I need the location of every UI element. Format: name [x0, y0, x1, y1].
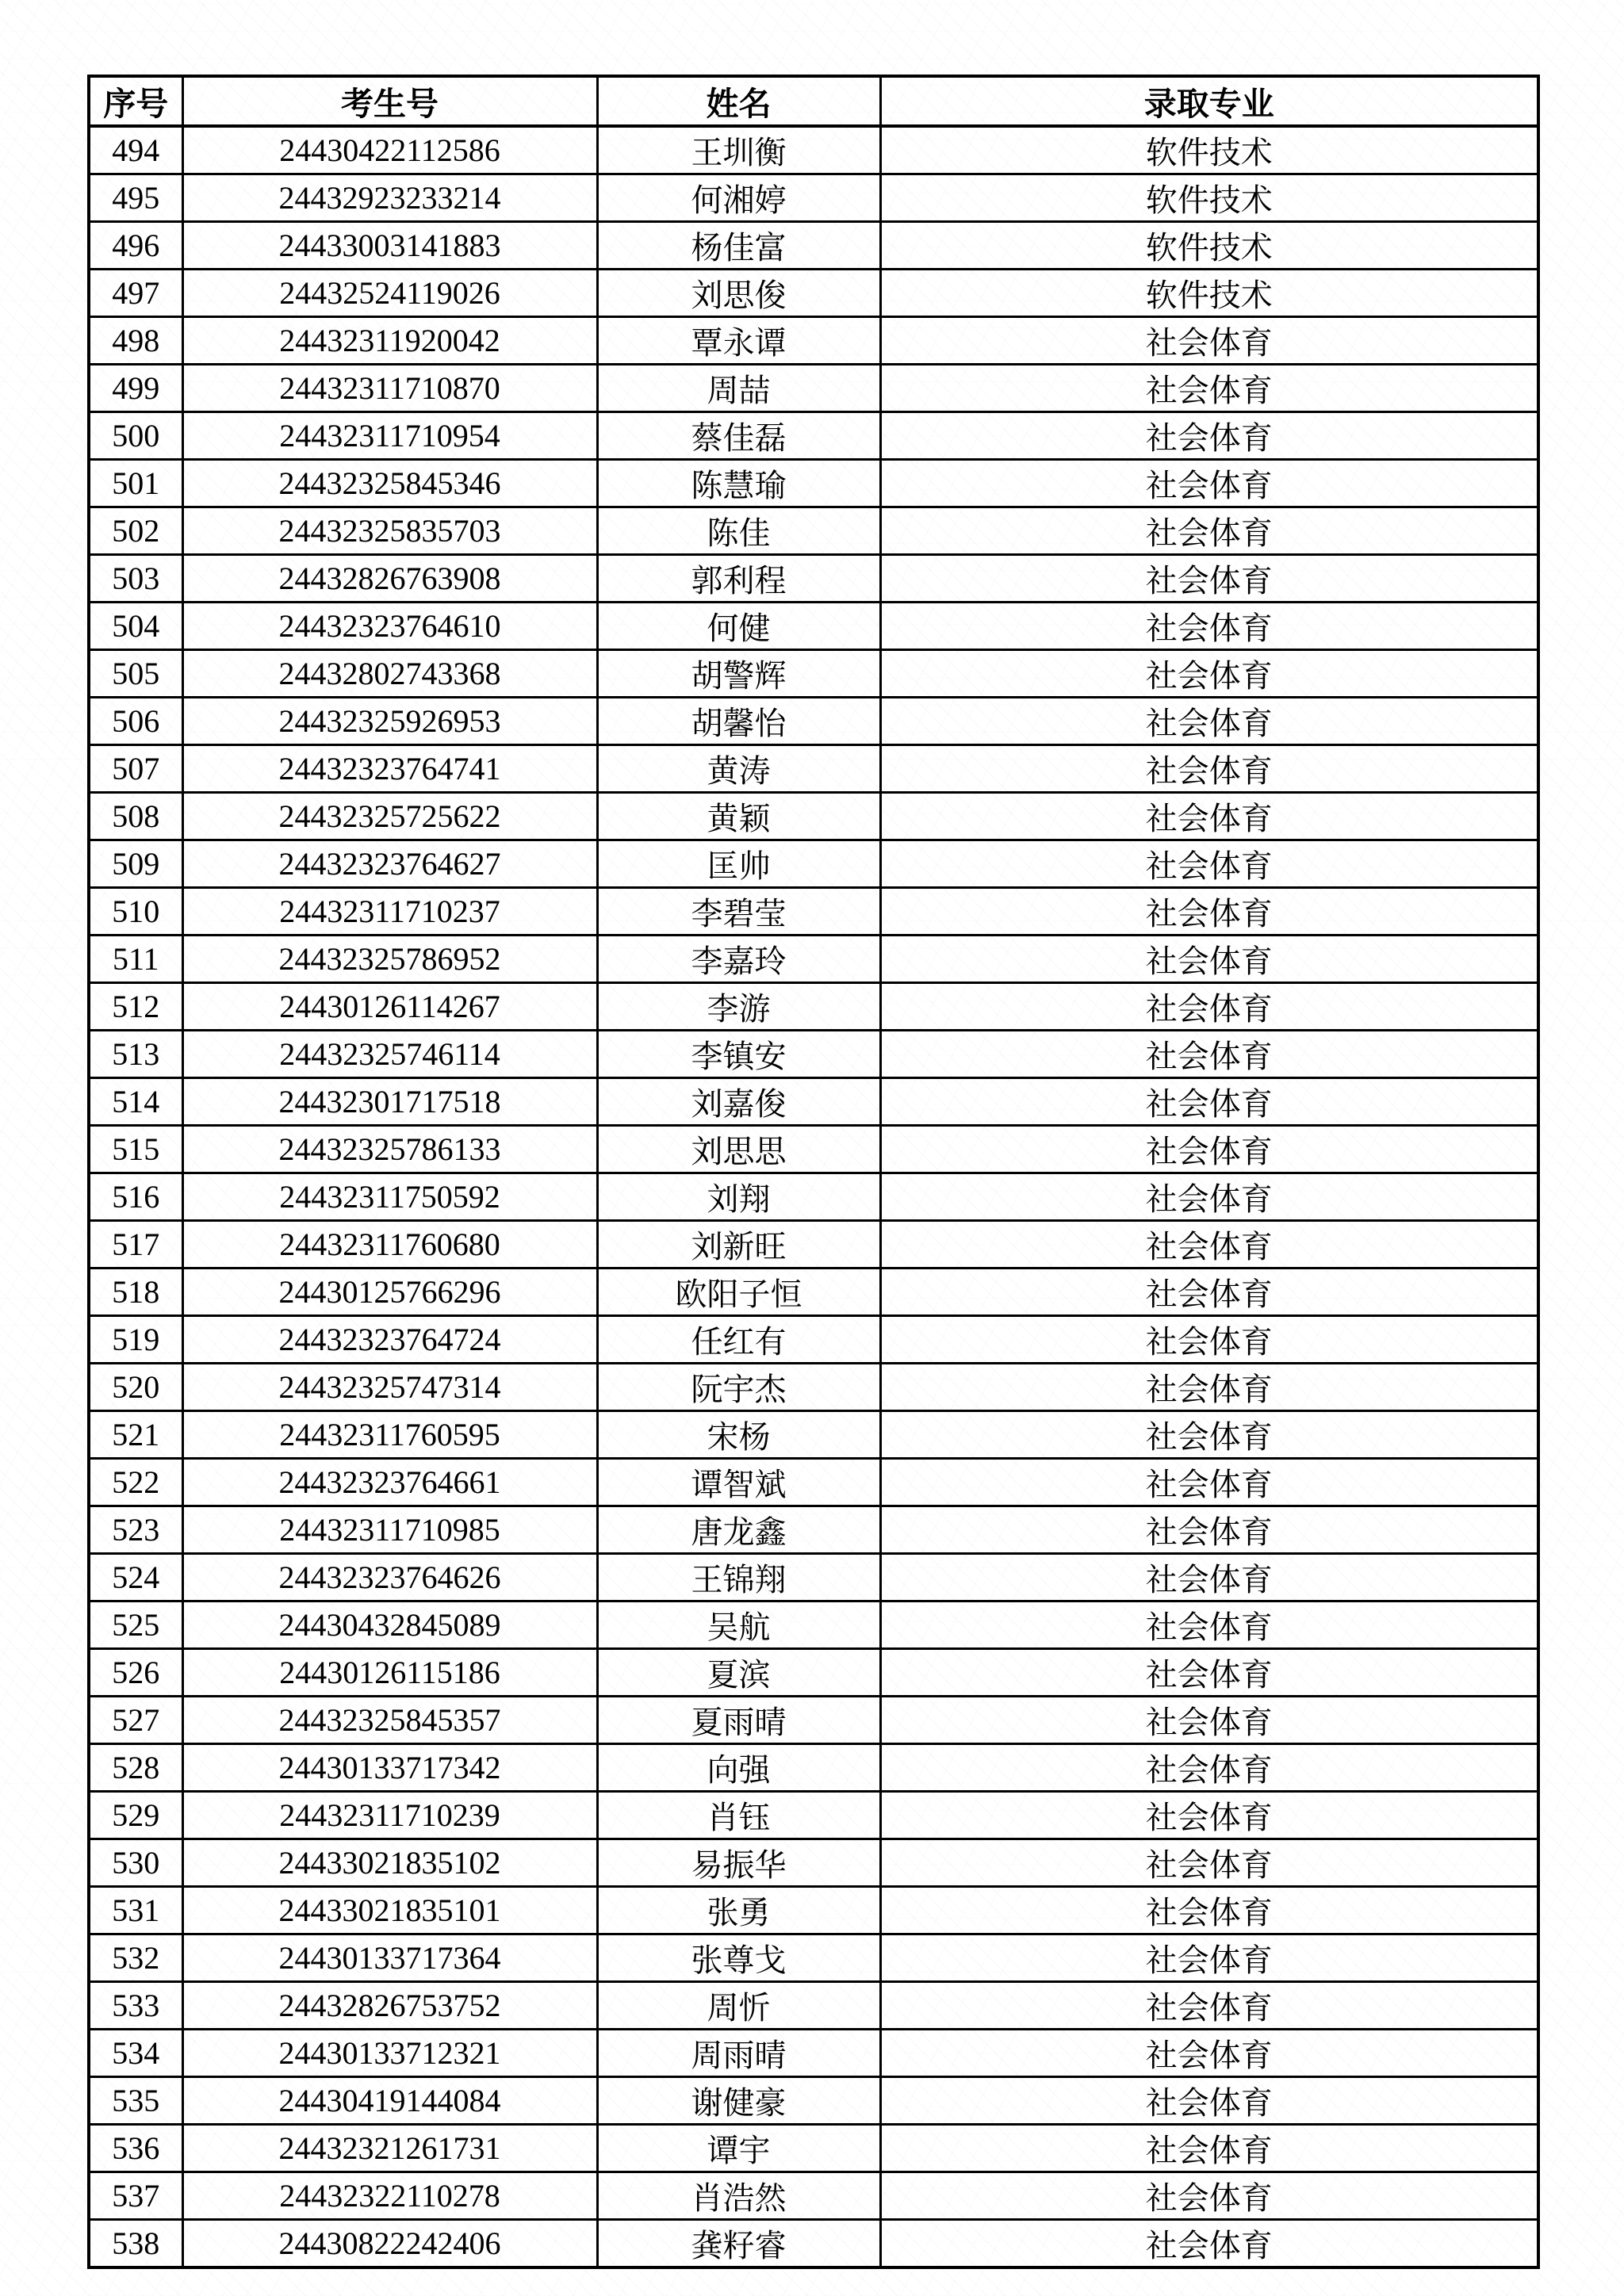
- row-major: 社会体育: [880, 793, 1538, 840]
- table-row: [89, 936, 1538, 983]
- row-name: 宋杨: [597, 1411, 880, 1459]
- table-row: [89, 2220, 1538, 2268]
- row-name: 夏雨晴: [597, 1697, 880, 1744]
- row-name: 覃永谭: [597, 317, 880, 365]
- table-row: [89, 2030, 1538, 2077]
- table-row: [89, 1934, 1538, 1982]
- row-serial: 506: [89, 698, 182, 745]
- row-name: 周忻: [597, 1982, 880, 2030]
- row-serial: 497: [89, 270, 182, 317]
- row-name: 刘新旺: [597, 1221, 880, 1269]
- table-row: [89, 1601, 1538, 1649]
- table-header-row: [89, 76, 1538, 126]
- row-name: 胡馨怡: [597, 698, 880, 745]
- row-major: 软件技术: [880, 222, 1538, 270]
- row-major: 社会体育: [880, 603, 1538, 650]
- row-name: 郭利程: [597, 555, 880, 603]
- row-major: 社会体育: [880, 1459, 1538, 1506]
- table-row: [89, 1554, 1538, 1601]
- row-exam-number: 24432826763908: [182, 555, 597, 603]
- row-name: 易振华: [597, 1839, 880, 1887]
- row-serial: 511: [89, 936, 182, 983]
- row-exam-number: 24432311760680: [182, 1221, 597, 1269]
- row-name: 王锦翔: [597, 1554, 880, 1601]
- row-exam-number: 24432311750592: [182, 1173, 597, 1221]
- row-major: 社会体育: [880, 2220, 1538, 2268]
- table-row: [89, 1649, 1538, 1697]
- row-major: 社会体育: [880, 1601, 1538, 1649]
- table-row: [89, 1744, 1538, 1792]
- row-name: 阮宇杰: [597, 1364, 880, 1411]
- row-major: 社会体育: [880, 2172, 1538, 2220]
- row-serial: 505: [89, 650, 182, 698]
- row-exam-number: 24432325845346: [182, 460, 597, 507]
- row-name: 李游: [597, 983, 880, 1031]
- row-serial: 496: [89, 222, 182, 270]
- row-exam-number: 24432311710237: [182, 888, 597, 936]
- admission-table: [87, 75, 1540, 2269]
- row-serial: 515: [89, 1126, 182, 1173]
- row-name: 李嘉玲: [597, 936, 880, 983]
- row-major: 社会体育: [880, 698, 1538, 745]
- table-row: [89, 555, 1538, 603]
- row-serial: 530: [89, 1839, 182, 1887]
- row-name: 李碧莹: [597, 888, 880, 936]
- row-serial: 512: [89, 983, 182, 1031]
- row-name: 刘思俊: [597, 270, 880, 317]
- table-row: [89, 1364, 1538, 1411]
- row-exam-number: 24433003141883: [182, 222, 597, 270]
- row-major: 软件技术: [880, 174, 1538, 222]
- table-row: [89, 2172, 1538, 2220]
- row-major: 社会体育: [880, 2077, 1538, 2125]
- table-row: [89, 1269, 1538, 1316]
- table-row: [89, 1411, 1538, 1459]
- col-header-exam-number: 考生号: [182, 76, 597, 126]
- row-major: 软件技术: [880, 126, 1538, 174]
- row-major: 社会体育: [880, 1364, 1538, 1411]
- table-row: [89, 2125, 1538, 2172]
- table-row: [89, 1982, 1538, 2030]
- row-serial: 499: [89, 365, 182, 412]
- row-name: 匡帅: [597, 840, 880, 888]
- row-exam-number: 24432923233214: [182, 174, 597, 222]
- row-exam-number: 24432323764626: [182, 1554, 597, 1601]
- row-exam-number: 24432325786952: [182, 936, 597, 983]
- table-row: [89, 1839, 1538, 1887]
- row-name: 蔡佳磊: [597, 412, 880, 460]
- row-serial: 500: [89, 412, 182, 460]
- row-major: 社会体育: [880, 365, 1538, 412]
- table-row: [89, 1173, 1538, 1221]
- table-row: [89, 888, 1538, 936]
- row-exam-number: 24432325926953: [182, 698, 597, 745]
- table-row: [89, 1316, 1538, 1364]
- row-exam-number: 24432301717518: [182, 1078, 597, 1126]
- row-serial: 529: [89, 1792, 182, 1839]
- row-major: 社会体育: [880, 1269, 1538, 1316]
- row-major: 社会体育: [880, 1411, 1538, 1459]
- row-major: 社会体育: [880, 1697, 1538, 1744]
- row-serial: 521: [89, 1411, 182, 1459]
- table-row: [89, 412, 1538, 460]
- table-row: [89, 1221, 1538, 1269]
- row-major: 社会体育: [880, 555, 1538, 603]
- row-major: 社会体育: [880, 460, 1538, 507]
- row-exam-number: 24432826753752: [182, 1982, 597, 2030]
- row-name: 陈慧瑜: [597, 460, 880, 507]
- row-name: 黄涛: [597, 745, 880, 793]
- row-name: 龚籽睿: [597, 2220, 880, 2268]
- row-major: 社会体育: [880, 1173, 1538, 1221]
- row-serial: 536: [89, 2125, 182, 2172]
- row-serial: 524: [89, 1554, 182, 1601]
- row-major: 社会体育: [880, 2030, 1538, 2077]
- row-serial: 535: [89, 2077, 182, 2125]
- row-exam-number: 24430422112586: [182, 126, 597, 174]
- row-serial: 503: [89, 555, 182, 603]
- row-exam-number: 24432323764610: [182, 603, 597, 650]
- row-major: 社会体育: [880, 1221, 1538, 1269]
- row-major: 社会体育: [880, 936, 1538, 983]
- table-row: [89, 650, 1538, 698]
- row-name: 谭宇: [597, 2125, 880, 2172]
- row-name: 胡警辉: [597, 650, 880, 698]
- row-serial: 516: [89, 1173, 182, 1221]
- row-exam-number: 24432323764741: [182, 745, 597, 793]
- row-serial: 504: [89, 603, 182, 650]
- row-exam-number: 24433021835102: [182, 1839, 597, 1887]
- row-name: 刘嘉俊: [597, 1078, 880, 1126]
- row-major: 社会体育: [880, 1839, 1538, 1887]
- row-major: 社会体育: [880, 888, 1538, 936]
- row-major: 社会体育: [880, 1792, 1538, 1839]
- row-name: 刘翔: [597, 1173, 880, 1221]
- row-serial: 537: [89, 2172, 182, 2220]
- table-row: [89, 507, 1538, 555]
- row-name: 夏滨: [597, 1649, 880, 1697]
- row-name: 周雨晴: [597, 2030, 880, 2077]
- table-row: [89, 126, 1538, 174]
- table-row: [89, 1697, 1538, 1744]
- row-serial: 532: [89, 1934, 182, 1982]
- row-major: 社会体育: [880, 507, 1538, 555]
- row-serial: 514: [89, 1078, 182, 1126]
- row-exam-number: 24432311710985: [182, 1506, 597, 1554]
- row-exam-number: 24432325786133: [182, 1126, 597, 1173]
- row-major: 软件技术: [880, 270, 1538, 317]
- row-major: 社会体育: [880, 1934, 1538, 1982]
- row-serial: 523: [89, 1506, 182, 1554]
- row-name: 周喆: [597, 365, 880, 412]
- table-row: [89, 840, 1538, 888]
- row-exam-number: 24430432845089: [182, 1601, 597, 1649]
- table-row: [89, 983, 1538, 1031]
- row-serial: 495: [89, 174, 182, 222]
- row-serial: 501: [89, 460, 182, 507]
- row-major: 社会体育: [880, 745, 1538, 793]
- row-major: 社会体育: [880, 1078, 1538, 1126]
- row-serial: 502: [89, 507, 182, 555]
- table-row: [89, 1126, 1538, 1173]
- row-serial: 531: [89, 1887, 182, 1934]
- row-exam-number: 24430822242406: [182, 2220, 597, 2268]
- table-row: [89, 222, 1538, 270]
- row-major: 社会体育: [880, 1126, 1538, 1173]
- row-name: 吴航: [597, 1601, 880, 1649]
- row-serial: 517: [89, 1221, 182, 1269]
- table-row: [89, 1506, 1538, 1554]
- row-serial: 533: [89, 1982, 182, 2030]
- document-page: [87, 75, 1540, 2269]
- row-name: 肖浩然: [597, 2172, 880, 2220]
- row-major: 社会体育: [880, 1887, 1538, 1934]
- row-serial: 519: [89, 1316, 182, 1364]
- row-name: 谢健豪: [597, 2077, 880, 2125]
- row-exam-number: 24432322110278: [182, 2172, 597, 2220]
- row-major: 社会体育: [880, 650, 1538, 698]
- row-major: 社会体育: [880, 1649, 1538, 1697]
- table-row: [89, 460, 1538, 507]
- table-row: [89, 1031, 1538, 1078]
- row-exam-number: 24430133717364: [182, 1934, 597, 1982]
- row-name: 黄颖: [597, 793, 880, 840]
- row-serial: 538: [89, 2220, 182, 2268]
- row-serial: 525: [89, 1601, 182, 1649]
- row-serial: 510: [89, 888, 182, 936]
- row-serial: 507: [89, 745, 182, 793]
- row-serial: 526: [89, 1649, 182, 1697]
- row-major: 社会体育: [880, 1316, 1538, 1364]
- row-exam-number: 24432311710870: [182, 365, 597, 412]
- row-name: 李镇安: [597, 1031, 880, 1078]
- row-exam-number: 24432325835703: [182, 507, 597, 555]
- row-exam-number: 24432311710239: [182, 1792, 597, 1839]
- row-serial: 528: [89, 1744, 182, 1792]
- row-exam-number: 24432323764627: [182, 840, 597, 888]
- row-name: 陈佳: [597, 507, 880, 555]
- row-major: 社会体育: [880, 1554, 1538, 1601]
- row-exam-number: 24430126114267: [182, 983, 597, 1031]
- row-major: 社会体育: [880, 317, 1538, 365]
- row-name: 王圳衡: [597, 126, 880, 174]
- row-major: 社会体育: [880, 1744, 1538, 1792]
- row-major: 社会体育: [880, 983, 1538, 1031]
- row-exam-number: 24432802743368: [182, 650, 597, 698]
- table-row: [89, 2077, 1538, 2125]
- row-serial: 522: [89, 1459, 182, 1506]
- table-row: [89, 365, 1538, 412]
- row-major: 社会体育: [880, 1031, 1538, 1078]
- row-name: 唐龙鑫: [597, 1506, 880, 1554]
- table-row: [89, 603, 1538, 650]
- row-serial: 509: [89, 840, 182, 888]
- table-row: [89, 1459, 1538, 1506]
- row-exam-number: 24432311760595: [182, 1411, 597, 1459]
- row-exam-number: 24432325845357: [182, 1697, 597, 1744]
- row-exam-number: 24432325725622: [182, 793, 597, 840]
- row-major: 社会体育: [880, 1506, 1538, 1554]
- row-name: 张勇: [597, 1887, 880, 1934]
- row-serial: 498: [89, 317, 182, 365]
- row-serial: 527: [89, 1697, 182, 1744]
- row-exam-number: 24430125766296: [182, 1269, 597, 1316]
- row-exam-number: 24432323764724: [182, 1316, 597, 1364]
- table-row: [89, 317, 1538, 365]
- col-header-major: 录取专业: [880, 76, 1538, 126]
- row-major: 社会体育: [880, 412, 1538, 460]
- table-row: [89, 174, 1538, 222]
- row-name: 任红有: [597, 1316, 880, 1364]
- row-name: 向强: [597, 1744, 880, 1792]
- row-name: 肖钰: [597, 1792, 880, 1839]
- row-name: 杨佳富: [597, 222, 880, 270]
- row-serial: 534: [89, 2030, 182, 2077]
- row-exam-number: 24430133717342: [182, 1744, 597, 1792]
- table-body: [89, 126, 1538, 2267]
- row-name: 张尊戈: [597, 1934, 880, 1982]
- table-row: [89, 698, 1538, 745]
- table-row: [89, 793, 1538, 840]
- row-name: 何湘婷: [597, 174, 880, 222]
- row-name: 欧阳子恒: [597, 1269, 880, 1316]
- row-name: 谭智斌: [597, 1459, 880, 1506]
- table-row: [89, 1887, 1538, 1934]
- row-serial: 494: [89, 126, 182, 174]
- row-exam-number: 24430133712321: [182, 2030, 597, 2077]
- row-name: 何健: [597, 603, 880, 650]
- row-exam-number: 24432325747314: [182, 1364, 597, 1411]
- row-exam-number: 24432311920042: [182, 317, 597, 365]
- row-serial: 513: [89, 1031, 182, 1078]
- row-major: 社会体育: [880, 1982, 1538, 2030]
- col-header-serial: 序号: [89, 76, 182, 126]
- table-row: [89, 745, 1538, 793]
- col-header-name: 姓名: [597, 76, 880, 126]
- row-exam-number: 24432325746114: [182, 1031, 597, 1078]
- row-exam-number: 24432321261731: [182, 2125, 597, 2172]
- row-exam-number: 24432323764661: [182, 1459, 597, 1506]
- row-exam-number: 24430419144084: [182, 2077, 597, 2125]
- row-exam-number: 24433021835101: [182, 1887, 597, 1934]
- table-row: [89, 1792, 1538, 1839]
- row-serial: 520: [89, 1364, 182, 1411]
- row-name: 刘思思: [597, 1126, 880, 1173]
- row-serial: 518: [89, 1269, 182, 1316]
- row-exam-number: 24432524119026: [182, 270, 597, 317]
- table-row: [89, 270, 1538, 317]
- row-serial: 508: [89, 793, 182, 840]
- row-exam-number: 24432311710954: [182, 412, 597, 460]
- row-major: 社会体育: [880, 840, 1538, 888]
- table-row: [89, 1078, 1538, 1126]
- row-exam-number: 24430126115186: [182, 1649, 597, 1697]
- row-major: 社会体育: [880, 2125, 1538, 2172]
